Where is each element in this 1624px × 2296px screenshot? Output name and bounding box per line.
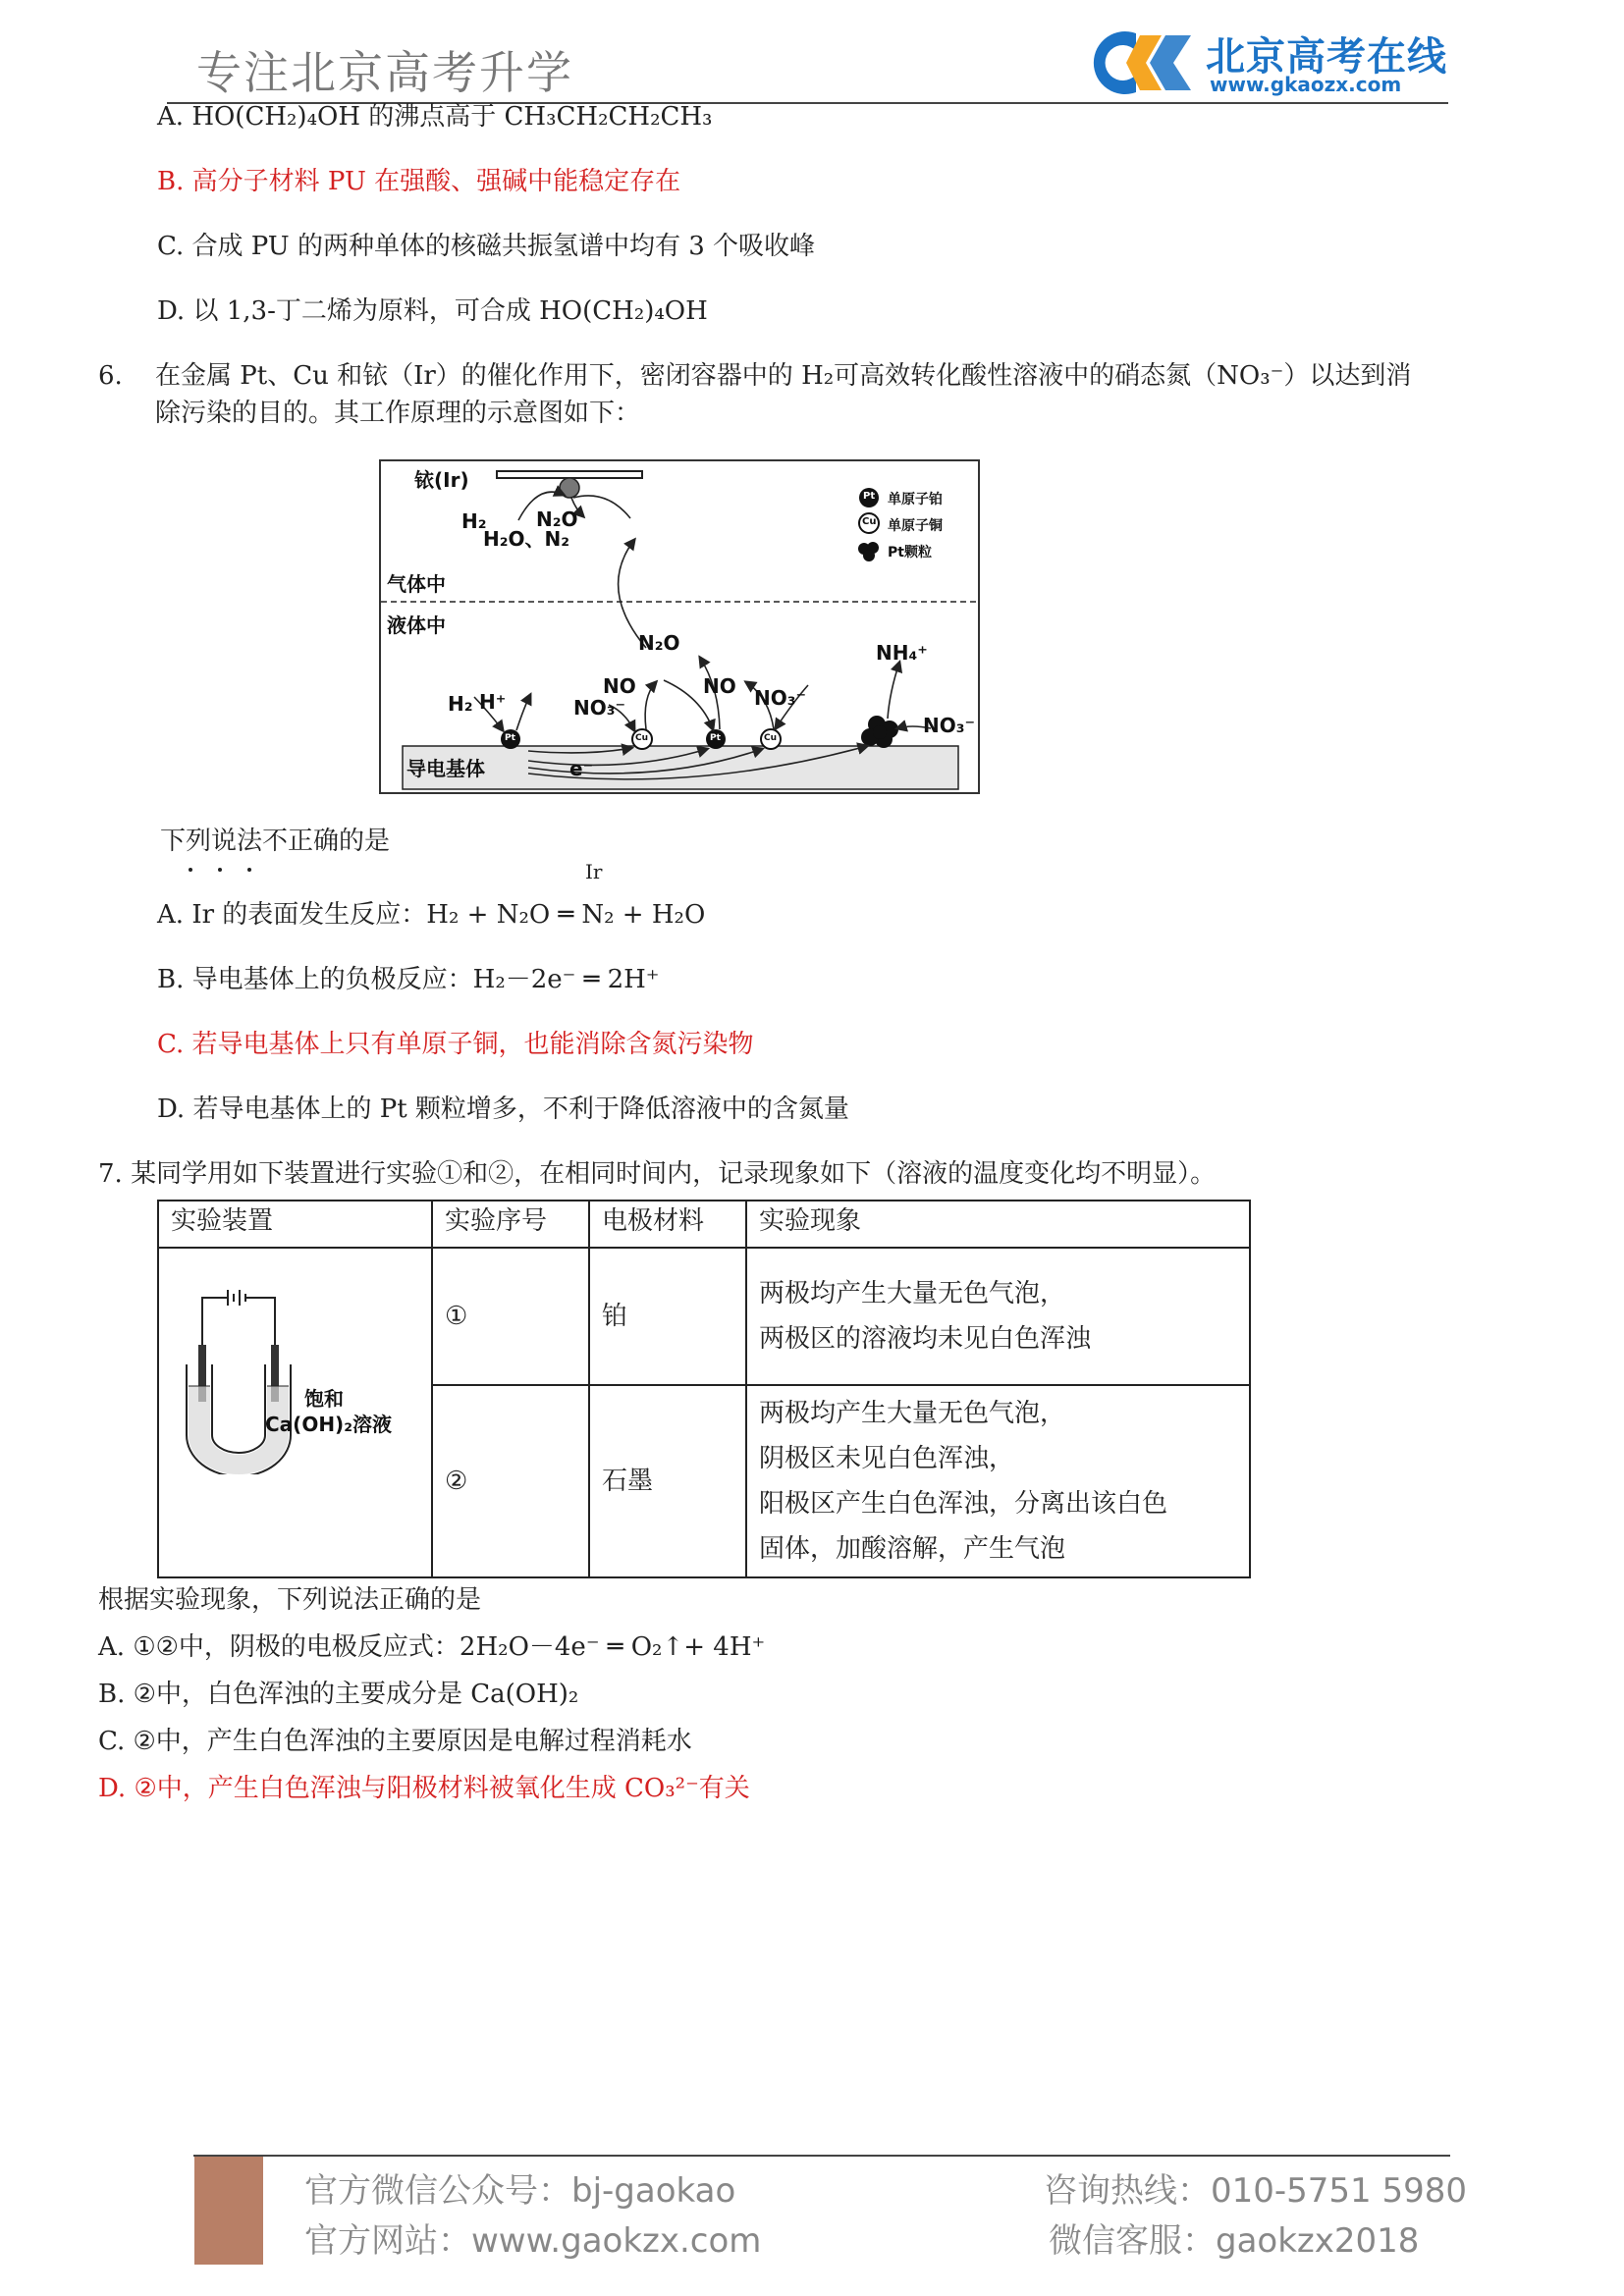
emphasis-dots (188, 858, 364, 864)
ir-label: 铱(Ir) (414, 468, 469, 492)
table-header: 实验装置 (158, 1201, 432, 1248)
footer-website: 官方网站：www.gaokzx.com (304, 2221, 762, 2261)
q6-stem-line1: 在金属 Pt、Cu 和铱（Ir）的催化作用下，密闭容器中的 H₂可高效转化酸性溶液中的硝态氮（NO₃⁻）以达到消 (155, 361, 1412, 391)
footer-color-block (194, 2157, 263, 2265)
atom-cu-1: Cu (635, 733, 649, 743)
q6-number: 6. (98, 361, 123, 391)
electron-label: e⁻ (569, 757, 594, 780)
legend-pt-particle: Pt颗粒 (888, 545, 932, 561)
species-no3-b: NO₃⁻ (754, 686, 807, 710)
q7-option-b: B. ②中，白色浑浊的主要成分是 Ca(OH)₂ (98, 1680, 579, 1709)
q7-question: 根据实验现象，下列说法正确的是 (98, 1585, 482, 1615)
stray-ir-label: Ir (585, 860, 603, 883)
species-no-a: NO (603, 674, 636, 698)
atom-pt-1: Pt (505, 733, 515, 743)
liquid-phase-label: 液体中 (387, 614, 446, 637)
q7-option-d: D. ②中，产生白色浑浊与阳极材料被氧化生成 CO₃²⁻有关 (98, 1774, 750, 1803)
table-header: 实验序号 (432, 1201, 589, 1248)
q6-option-b: B. 导电基体上的负极反应：H₂－2e⁻ ═ 2H⁺ (157, 965, 660, 994)
row1-seq: ① (432, 1248, 589, 1385)
row2-phenomena: 两极均产生大量无色气泡， 阴极区未见白色浑浊， 阳极区产生白色浑浊，分离出该白色 固体，加酸溶解，产生气泡 (746, 1385, 1250, 1577)
q7-stem: 7. 某同学用如下装置进行实验①和②，在相同时间内，记录现象如下（溶液的温度变化均不明显）。 (98, 1159, 1217, 1189)
species-no3-c: NO₃⁻ (923, 714, 976, 737)
u-tube-apparatus (173, 1288, 310, 1474)
row1-phenomena: 两极均产生大量无色气泡， 两极区的溶液均未见白色浑浊 (746, 1248, 1250, 1385)
q5-option-d: D. 以 1,3-丁二烯为原料，可合成 HO(CH₂)₄OH (157, 296, 708, 326)
h2o-n2-label: H₂O、N₂ (483, 527, 569, 551)
q7-option-c: C. ②中，产生白色浑浊的主要原因是电解过程消耗水 (98, 1727, 692, 1756)
brand-url: www.gkaozx.com (1210, 73, 1402, 96)
species-hplus: H⁺ (479, 690, 507, 714)
apparatus-label-1: 饱和 (304, 1387, 344, 1411)
legend-pt-single: 单原子铂 (888, 492, 943, 507)
legend-cu-symbol: Cu (862, 516, 877, 527)
row1-material: 铂 (589, 1248, 746, 1385)
q6-stem-line2: 除污染的目的。其工作原理的示意图如下： (155, 399, 641, 428)
q7-option-a: A. ①②中，阴极的电极反应式：2H₂O－4e⁻ ═ O₂↑+ 4H⁺ (98, 1632, 766, 1662)
experiment-table (157, 1200, 1251, 1578)
footer-service: 微信客服：gaokzx2018 (1049, 2221, 1420, 2261)
brand-name: 北京高考在线 (1206, 34, 1447, 80)
row2-seq: ② (432, 1385, 589, 1577)
atom-cu-2: Cu (764, 733, 778, 743)
q5-option-a: A. HO(CH₂)₄OH 的沸点高于 CH₃CH₂CH₂CH₃ (157, 102, 713, 132)
legend-cu-single: 单原子铜 (888, 518, 943, 534)
footer-wechat: 官方微信公众号：bj-gaokao (304, 2171, 736, 2211)
species-no3-a: NO₃⁻ (573, 696, 626, 720)
species-nh4: NH₄⁺ (876, 641, 928, 665)
n2o-top-label: N₂O (536, 507, 578, 531)
table-header: 实验现象 (746, 1201, 1250, 1248)
q6-question: 下列说法不正确的是 (160, 827, 391, 856)
q5-option-b: B. 高分子材料 PU 在强酸、强碱中能稳定存在 (157, 167, 681, 196)
gas-phase-label: 气体中 (387, 572, 446, 596)
table-row (158, 1248, 1250, 1385)
catalysis-diagram (379, 459, 980, 794)
gas-h2-label: H₂ (461, 509, 487, 533)
species-h2: H₂ (448, 692, 473, 716)
q6-option-c: C. 若导电基体上只有单原子铜，也能消除含氮污染物 (157, 1030, 754, 1059)
q5-option-c: C. 合成 PU 的两种单体的核磁共振氢谱中均有 3 个吸收峰 (157, 232, 816, 261)
footer-hotline: 咨询热线：010-5751 5980 (1044, 2171, 1468, 2211)
legend-pt-symbol: Pt (863, 491, 876, 502)
species-no-b: NO (703, 674, 736, 698)
table-header: 电极材料 (589, 1201, 746, 1248)
species-n2o: N₂O (638, 631, 680, 655)
row2-material: 石墨 (589, 1385, 746, 1577)
footer-rule (193, 2155, 1450, 2157)
apparatus-cell (158, 1248, 432, 1577)
q6-option-a: A. Ir 的表面发生反应：H₂ + N₂O ═ N₂ + H₂O (157, 900, 706, 930)
apparatus-label-2: Ca(OH)₂溶液 (265, 1413, 392, 1436)
substrate-label: 导电基体 (406, 757, 485, 780)
q6-option-d: D. 若导电基体上的 Pt 颗粒增多，不利于降低溶液中的含氮量 (157, 1095, 849, 1124)
atom-pt-2: Pt (710, 733, 721, 743)
gk-logo-icon (1075, 24, 1203, 102)
header-title: 专注北京高考升学 (196, 46, 573, 99)
